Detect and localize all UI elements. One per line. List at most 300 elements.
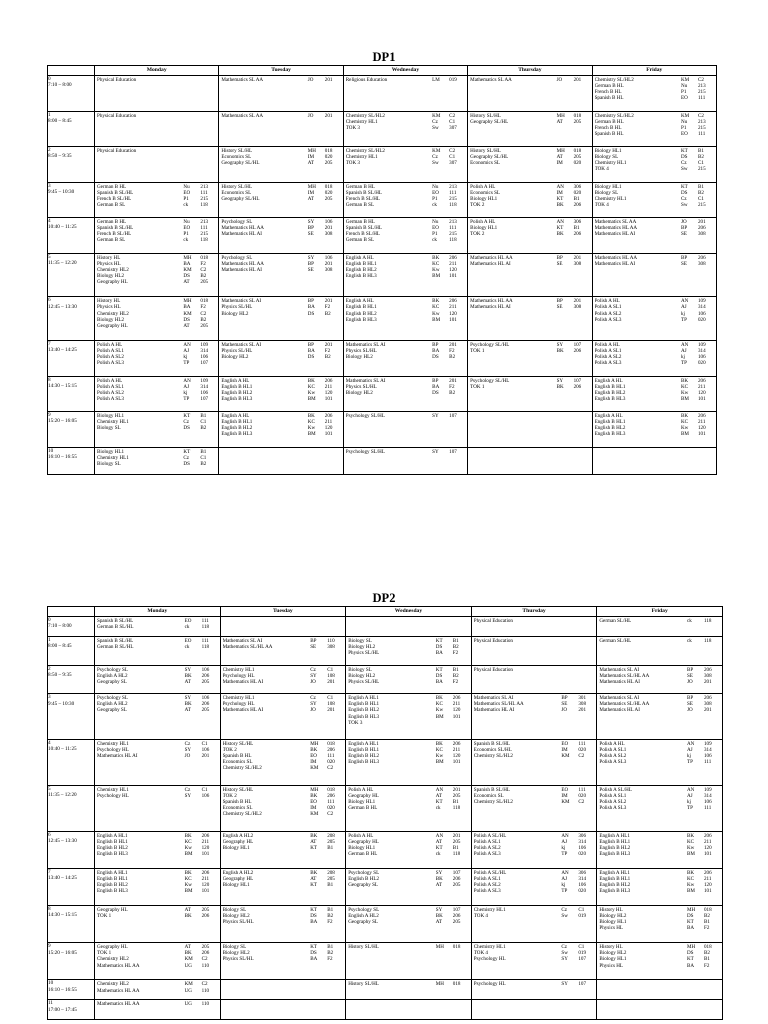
room-number: 308 bbox=[573, 304, 582, 311]
lesson-list bbox=[95, 297, 218, 328]
subject-name: Mathematics HL AI bbox=[473, 707, 515, 714]
room-number: C2 bbox=[578, 799, 585, 805]
lesson-entry bbox=[470, 261, 590, 267]
lesson-cell bbox=[343, 253, 467, 297]
lesson-cell bbox=[95, 785, 221, 831]
teacher-code: KC bbox=[435, 747, 443, 754]
teacher-code bbox=[561, 638, 578, 644]
lesson-cell bbox=[219, 111, 343, 147]
lesson-entry bbox=[595, 431, 715, 437]
room-number: 201 bbox=[573, 254, 582, 261]
room-number: 107 bbox=[573, 342, 582, 349]
teacher-code: BA bbox=[435, 650, 443, 657]
subject-name: Biology SL bbox=[594, 154, 619, 161]
teacher-code: KM bbox=[184, 956, 193, 963]
lesson-entry bbox=[595, 261, 715, 267]
teacher-code: SE bbox=[681, 260, 687, 267]
subject-name: English B HL3 bbox=[599, 850, 631, 857]
teacher-code: TP bbox=[681, 360, 687, 367]
room-number: 201 bbox=[324, 298, 333, 305]
room-number: 101 bbox=[704, 850, 712, 857]
lesson-cell bbox=[220, 740, 346, 786]
lesson-cell bbox=[468, 341, 592, 377]
lesson-entry bbox=[223, 919, 345, 925]
subject-name: Chemistry HL2 bbox=[97, 310, 129, 317]
lesson-entry bbox=[97, 988, 219, 994]
teacher-code: EO bbox=[681, 130, 688, 137]
room-number: 101 bbox=[698, 395, 706, 402]
teacher-code: TP bbox=[561, 888, 568, 895]
teacher-code: KT bbox=[681, 183, 688, 190]
room-number bbox=[200, 113, 217, 119]
lesson-cell bbox=[471, 617, 597, 637]
teacher-code: BP bbox=[681, 225, 688, 232]
subject-name: Physical Education bbox=[473, 638, 513, 644]
teacher-code: MH bbox=[687, 944, 696, 951]
teacher-code: BA bbox=[432, 348, 440, 355]
subject-name: Physics SL/HL bbox=[348, 650, 380, 657]
teacher-code: JO bbox=[307, 112, 314, 119]
timetable-row bbox=[48, 341, 717, 377]
lesson-entry bbox=[97, 396, 217, 402]
room-number: 106 bbox=[201, 792, 210, 799]
subject-name: Mathematics HL AA bbox=[594, 254, 638, 261]
teacher-code: kj bbox=[681, 354, 685, 361]
lesson-list bbox=[468, 341, 591, 354]
subject-name: Geography SL bbox=[97, 678, 127, 685]
subject-name: Polish A SL1 bbox=[473, 875, 501, 882]
period-cell bbox=[48, 617, 95, 637]
subject-name: History SL/HL bbox=[348, 981, 379, 988]
room-number: C2 bbox=[449, 148, 456, 155]
lesson-list bbox=[472, 740, 597, 759]
subject-name: Polish A HL bbox=[97, 377, 123, 384]
subject-name: Chemistry HL1 bbox=[222, 666, 255, 673]
period-cell bbox=[48, 637, 95, 666]
teacher-code: Cz bbox=[310, 695, 316, 702]
teacher-code: BM bbox=[307, 395, 316, 402]
room-number: 206 bbox=[201, 869, 210, 876]
teacher-code: Sw bbox=[561, 913, 568, 920]
teacher-code: P1 bbox=[432, 231, 438, 238]
lesson-cell bbox=[95, 637, 221, 666]
teacher-code: SE bbox=[556, 260, 563, 267]
room-number: 101 bbox=[698, 431, 706, 438]
period-cell bbox=[48, 694, 95, 740]
room-number: 308 bbox=[704, 701, 712, 708]
lesson-entry bbox=[223, 956, 345, 962]
timetable-row bbox=[48, 868, 723, 905]
period-time: 7:10 – 8:00 bbox=[48, 623, 72, 630]
room-number: B2 bbox=[327, 913, 334, 920]
lesson-list bbox=[344, 183, 467, 208]
room-number: 206 bbox=[201, 832, 210, 839]
subject-name: French B SL/HL bbox=[345, 231, 381, 238]
timetable-row bbox=[48, 1000, 723, 1020]
lesson-entry bbox=[346, 202, 466, 208]
lesson-entry bbox=[595, 231, 715, 237]
room-number: 111 bbox=[698, 95, 706, 102]
teacher-code: AJ bbox=[687, 792, 693, 799]
teacher-code: KM bbox=[183, 266, 192, 273]
teacher-code: AT bbox=[435, 919, 443, 926]
room-number: 107 bbox=[200, 360, 209, 367]
teacher-code: BK bbox=[432, 298, 440, 305]
teacher-code: IM bbox=[556, 160, 563, 167]
subject-name: English B HL1 bbox=[221, 419, 253, 426]
teacher-code: AT bbox=[310, 838, 317, 845]
lesson-cell bbox=[592, 412, 716, 448]
lesson-list bbox=[221, 637, 346, 650]
lesson-list bbox=[344, 76, 467, 83]
subject-name: German B HL bbox=[594, 118, 624, 125]
teacher-code: AJ bbox=[183, 383, 190, 390]
teacher-code: kj bbox=[561, 882, 566, 888]
subject-name: Mathematics SL AI bbox=[599, 666, 640, 673]
teacher-code: BK bbox=[435, 875, 443, 882]
lesson-list bbox=[95, 980, 220, 993]
room-number: 020 bbox=[578, 888, 587, 895]
lesson-list bbox=[597, 637, 722, 644]
room-number bbox=[578, 618, 595, 624]
teacher-code: AT bbox=[435, 792, 443, 799]
subject-name: Geography HL bbox=[222, 838, 254, 845]
lesson-list bbox=[346, 906, 471, 925]
subject-name: German SL/HL bbox=[599, 638, 632, 644]
teacher-code: DS bbox=[432, 354, 439, 361]
lesson-cell bbox=[95, 297, 219, 341]
teacher-code: ck bbox=[432, 237, 437, 244]
period-number: 9 bbox=[48, 943, 51, 950]
room-number: C2 bbox=[201, 981, 208, 988]
teacher-code: KC bbox=[687, 838, 695, 845]
room-number: 314 bbox=[704, 792, 712, 799]
teacher-code: Nu bbox=[681, 118, 688, 125]
period-cell bbox=[48, 297, 95, 341]
timetable-row bbox=[48, 617, 723, 637]
room-number: 101 bbox=[449, 316, 457, 323]
teacher-code: KM bbox=[561, 753, 570, 760]
room-number: B2 bbox=[698, 189, 704, 196]
teacher-code: MH bbox=[183, 254, 192, 261]
subject-name: Geography SL/HL bbox=[470, 118, 509, 125]
teacher-code: Sw bbox=[681, 166, 688, 173]
lesson-list bbox=[597, 869, 722, 894]
room-number: C1 bbox=[200, 419, 207, 426]
period-number: 6 bbox=[48, 297, 51, 304]
teacher-code: KT bbox=[435, 666, 443, 673]
room-number: 215 bbox=[698, 124, 706, 131]
lesson-entry bbox=[595, 95, 715, 101]
subject-name: Polish A SL3 bbox=[594, 316, 622, 323]
room-number: 111 bbox=[698, 130, 706, 137]
day-header-thursday: Thursday bbox=[468, 66, 592, 76]
room-number: B2 bbox=[452, 644, 459, 651]
period-cell bbox=[48, 980, 95, 1000]
room-number: B2 bbox=[324, 310, 331, 317]
teacher-code: AT bbox=[183, 278, 190, 285]
lesson-list bbox=[219, 297, 342, 316]
lesson-entry bbox=[97, 202, 217, 208]
lesson-cell bbox=[471, 785, 597, 831]
period-cell bbox=[48, 831, 95, 868]
room-number: 308 bbox=[704, 672, 712, 679]
lesson-list bbox=[472, 943, 597, 962]
lesson-list bbox=[597, 980, 722, 981]
subject-name: Economics SL bbox=[470, 160, 501, 167]
teacher-code: BA bbox=[310, 919, 318, 926]
lesson-entry bbox=[97, 113, 217, 119]
lesson-list bbox=[95, 906, 220, 919]
subject-name: Chemistry SL/HL2 bbox=[594, 112, 634, 119]
room-number: 018 bbox=[200, 254, 209, 261]
room-number: 206 bbox=[449, 298, 457, 305]
room-number: 205 bbox=[452, 838, 461, 845]
subject-name: Polish A HL bbox=[470, 183, 496, 190]
room-number: C2 bbox=[698, 77, 704, 83]
room-number: 206 bbox=[573, 383, 582, 390]
room-number: 205 bbox=[200, 322, 209, 329]
teacher-code: BP bbox=[432, 342, 439, 349]
lesson-cell bbox=[95, 1000, 221, 1020]
subject-name: Polish A SL2 bbox=[599, 799, 627, 805]
subject-name: Psychology SL bbox=[348, 869, 380, 876]
lesson-cell bbox=[343, 218, 467, 254]
lesson-cell bbox=[95, 868, 221, 905]
period-number: 3 bbox=[48, 182, 51, 189]
teacher-code: KT bbox=[310, 844, 317, 851]
teacher-code: Nu bbox=[183, 219, 190, 226]
room-number: B2 bbox=[200, 316, 207, 323]
subject-name: Spanish B SL/HL bbox=[97, 225, 134, 232]
subject-name: Physics HL bbox=[599, 925, 624, 932]
subject-name: English B HL2 bbox=[221, 425, 253, 432]
subject-name: English B HL2 bbox=[348, 707, 380, 714]
lesson-cell bbox=[592, 76, 716, 112]
lesson-entry bbox=[223, 679, 345, 685]
teacher-code: Nu bbox=[183, 183, 190, 190]
room-number: 111 bbox=[704, 759, 712, 766]
teacher-code: Sw bbox=[681, 201, 688, 208]
subject-name: Geography SL/HL bbox=[470, 154, 509, 161]
dp1-title: DP1 bbox=[372, 50, 396, 64]
period-number: 3 bbox=[48, 694, 51, 701]
teacher-code: ck bbox=[687, 638, 692, 644]
room-number: 206 bbox=[324, 377, 333, 384]
teacher-code: Kw bbox=[432, 266, 440, 273]
period-number: 4 bbox=[48, 218, 51, 225]
lesson-cell bbox=[95, 665, 221, 694]
room-number: B1 bbox=[200, 448, 207, 455]
room-number: 118 bbox=[704, 618, 712, 624]
lesson-entry bbox=[595, 396, 715, 402]
lesson-cell bbox=[343, 412, 467, 448]
teacher-code: P1 bbox=[432, 195, 438, 202]
teacher-code: ck bbox=[183, 237, 189, 244]
subject-name: Chemistry HL1 bbox=[473, 907, 506, 914]
timetable-row bbox=[48, 740, 723, 786]
room-number bbox=[453, 720, 470, 726]
teacher-code: AT bbox=[307, 160, 315, 167]
lesson-cell bbox=[597, 785, 723, 831]
teacher-code: SY bbox=[432, 448, 439, 455]
subject-name: TOK 4 bbox=[594, 201, 609, 208]
subject-name: Psychology HL bbox=[222, 672, 255, 679]
lesson-list bbox=[95, 448, 218, 467]
lesson-entry bbox=[346, 273, 466, 279]
lesson-entry bbox=[346, 125, 466, 131]
room-number: 118 bbox=[452, 805, 461, 812]
subject-name: Polish A SL/HL bbox=[599, 786, 632, 793]
teacher-code: SE bbox=[561, 701, 568, 708]
teacher-code: DS bbox=[307, 354, 315, 361]
room-number: 101 bbox=[324, 395, 333, 402]
subject-name: Biology HL2 bbox=[348, 672, 376, 679]
lesson-cell bbox=[592, 218, 716, 254]
period-time: 10:40 – 11:25 bbox=[48, 224, 77, 231]
room-number: C2 bbox=[200, 310, 207, 317]
teacher-code: KT bbox=[435, 799, 443, 805]
teacher-code: SY bbox=[184, 666, 192, 673]
lesson-list bbox=[344, 297, 467, 322]
room-number: F2 bbox=[327, 956, 333, 963]
subject-name: German B SL bbox=[345, 201, 375, 208]
lesson-cell bbox=[468, 253, 592, 297]
subject-name: Chemistry HL1 bbox=[594, 195, 627, 202]
room-number: C1 bbox=[698, 195, 704, 202]
period-cell bbox=[48, 1000, 95, 1020]
room-number: 118 bbox=[449, 237, 457, 244]
room-number: B1 bbox=[327, 907, 334, 914]
period-number: 8 bbox=[48, 376, 51, 383]
subject-name: Physics SL/HL bbox=[221, 304, 253, 311]
teacher-code: BA bbox=[435, 678, 443, 685]
teacher-code: IM bbox=[556, 189, 563, 196]
subject-name: Physics SL/HL bbox=[348, 678, 380, 685]
lesson-list bbox=[346, 832, 471, 857]
room-number: B1 bbox=[704, 956, 710, 963]
subject-name: Spanish B HL bbox=[222, 753, 252, 760]
lesson-cell bbox=[597, 943, 723, 980]
subject-name: Geography SL bbox=[348, 882, 379, 888]
teacher-code: BA bbox=[687, 962, 695, 969]
teacher-code: SE bbox=[307, 266, 314, 273]
subject-name: Biology HL2 bbox=[222, 913, 250, 920]
teacher-code: Cz bbox=[561, 944, 568, 951]
subject-name: Chemistry SL/HL2 bbox=[473, 799, 513, 805]
teacher-code bbox=[183, 113, 200, 119]
teacher-code: Kw bbox=[687, 882, 695, 888]
room-number: 213 bbox=[698, 118, 706, 125]
room-number: 107 bbox=[578, 981, 587, 988]
period-cell bbox=[48, 412, 95, 448]
room-number: 106 bbox=[324, 254, 333, 261]
subject-name: Chemistry SL/HL2 bbox=[473, 753, 513, 760]
room-number: 111 bbox=[327, 753, 335, 760]
lesson-cell bbox=[468, 376, 592, 412]
timetable-row bbox=[48, 694, 723, 740]
subject-name: History HL bbox=[97, 298, 121, 305]
room-number: 109 bbox=[704, 741, 712, 748]
subject-name: Mathematics HL AI bbox=[594, 231, 636, 238]
teacher-code: IM bbox=[561, 792, 568, 799]
subject-name: Biology HL2 bbox=[599, 950, 627, 957]
room-number: 111 bbox=[449, 225, 457, 232]
subject-name: Chemistry HL1 bbox=[97, 419, 129, 426]
teacher-code: Sw bbox=[432, 160, 439, 167]
room-number: 215 bbox=[449, 195, 457, 202]
timetable-row bbox=[48, 906, 723, 943]
room-number: B2 bbox=[698, 154, 704, 161]
subject-name: Psychology HL bbox=[222, 701, 255, 708]
subject-name: TOK 3 bbox=[345, 124, 360, 131]
room-number: 206 bbox=[573, 201, 582, 208]
teacher-code: AT bbox=[184, 678, 191, 685]
subject-name: Polish A SL1 bbox=[594, 304, 622, 311]
teacher-code: KC bbox=[432, 304, 440, 311]
room-number: 308 bbox=[698, 260, 706, 267]
teacher-code bbox=[436, 720, 453, 726]
period-number: 11 bbox=[48, 1000, 53, 1007]
teacher-code: Cz bbox=[432, 118, 438, 125]
subject-name: TOK 4 bbox=[594, 166, 609, 173]
teacher-code: BK bbox=[681, 377, 689, 384]
subject-name: Mathematics HL AA bbox=[97, 1001, 140, 1008]
lesson-entry bbox=[97, 624, 219, 630]
lesson-list bbox=[593, 218, 716, 237]
lesson-list bbox=[344, 147, 467, 166]
subject-name: Mathematics HL AA bbox=[97, 962, 140, 969]
teacher-code: KT bbox=[183, 413, 191, 420]
teacher-code: BP bbox=[687, 666, 694, 673]
room-number: 306 bbox=[578, 832, 587, 839]
subject-name: Mathematics SL AA bbox=[470, 77, 512, 83]
teacher-code: BK bbox=[310, 869, 318, 876]
teacher-code: SY bbox=[184, 695, 192, 702]
lesson-list bbox=[219, 76, 342, 83]
subject-name: Mathematics SL AI bbox=[345, 342, 386, 349]
room-number: 308 bbox=[578, 701, 587, 708]
subject-name: French B SL/HL bbox=[97, 231, 132, 238]
room-number: 201 bbox=[452, 832, 461, 839]
subject-name: Mathematics SL/HL AA bbox=[473, 701, 524, 708]
room-number: 101 bbox=[201, 888, 210, 895]
subject-name: Biology HL1 bbox=[594, 148, 622, 155]
lesson-cell bbox=[95, 943, 221, 980]
teacher-code: DS bbox=[432, 389, 439, 396]
room-number: 201 bbox=[201, 753, 210, 760]
subject-name: English B HL3 bbox=[599, 888, 631, 895]
room-number: 211 bbox=[452, 747, 461, 754]
room-number: C1 bbox=[449, 154, 456, 161]
teacher-code: KT bbox=[556, 195, 564, 202]
room-number: 111 bbox=[201, 618, 209, 624]
room-number: 111 bbox=[201, 638, 209, 644]
room-number: 206 bbox=[698, 254, 706, 261]
lesson-entry bbox=[97, 679, 219, 685]
corner-cell bbox=[48, 66, 95, 76]
teacher-code: SY bbox=[556, 377, 564, 384]
lesson-list bbox=[344, 218, 467, 243]
subject-name: Spanish B HL bbox=[594, 130, 624, 137]
room-number: 314 bbox=[698, 304, 706, 311]
teacher-code: TP bbox=[183, 360, 190, 367]
subject-name: French B SL/HL bbox=[97, 195, 132, 202]
lesson-cell bbox=[343, 297, 467, 341]
subject-name: Psychology HL bbox=[97, 747, 129, 754]
room-number: 206 bbox=[324, 413, 333, 420]
day-header-thursday: Thursday bbox=[471, 607, 597, 617]
